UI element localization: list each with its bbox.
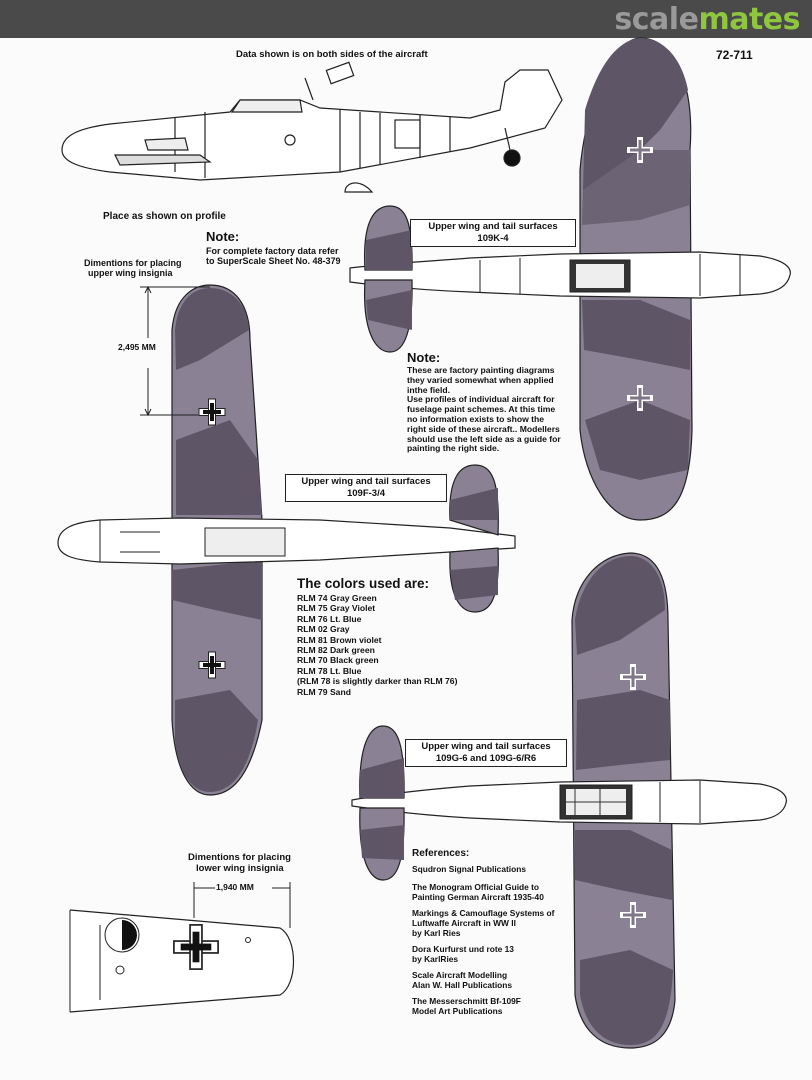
top-caption: Data shown is on both sides of the aircraft [236, 49, 428, 60]
references-title: References: [412, 848, 470, 859]
colors-title: The colors used are: [297, 576, 430, 591]
note2-body: These are factory painting diagrams they varied somewhat when applied inthe field. Use profiles of individual aircraft for fuselage paint schemes. At this time no information exists to show the right side of these aircraft.. Modellers should use the left side as a guide for painting the right side. [407, 365, 561, 454]
note1-line2: to SuperScale Sheet No. 48-379 [206, 256, 341, 266]
label-109g6: Upper wing and tail surfaces 109G-6 and 109G-6/R6 [405, 739, 567, 767]
lower-dims-measure: 1,940 MM [216, 882, 254, 892]
upper-dims-line2: upper wing insignia [88, 268, 173, 278]
scalemates-logo[interactable]: scalemates [614, 2, 800, 37]
label-109f34: Upper wing and tail surfaces 109F-3/4 [285, 474, 447, 502]
lower-dims-line2: lower wing insignia [196, 863, 284, 874]
note2-title: Note: [407, 350, 441, 365]
colors-list: RLM 74 Gray Green RLM 75 Gray Violet RLM 76 Lt. Blue RLM 02 Gray RLM 81 Brown violet RLM 82 Dark green RLM 70 Black green RLM 78 Lt. Blue (RLM 78 is slightly darker than RLM 76) RLM 79 Sand [297, 593, 458, 697]
side-profile-109 [62, 62, 562, 200]
note1-line1: For complete factory data refer [206, 246, 339, 256]
sheet-number: 72-711 [716, 48, 753, 62]
upper-dims-measure: 2,495 MM [118, 342, 156, 352]
lower-wing-detail [70, 882, 294, 1012]
upper-dims-line1: Dimentions for placing [84, 258, 182, 268]
profile-caption: Place as shown on profile [103, 211, 226, 222]
planform-109f34 [58, 285, 515, 795]
label-109k4: Upper wing and tail surfaces 109K-4 [410, 219, 576, 247]
references-list: Squdron Signal Publications The Monogram Official Guide to Painting German Aircraft 1935-40 Markings & Camouflage Systems of Luftwaffe Aircraft in WW II by Karl Ries Dora Kurfurst und rote 13 by KarlRies Scale Aircraft Modelling Alan W. Hall Publications The Messerschmitt Bf-109F Model Art Publications [412, 864, 555, 1016]
note1-title: Note: [206, 229, 240, 244]
lower-dims-line1: Dimentions for placing [188, 852, 291, 863]
